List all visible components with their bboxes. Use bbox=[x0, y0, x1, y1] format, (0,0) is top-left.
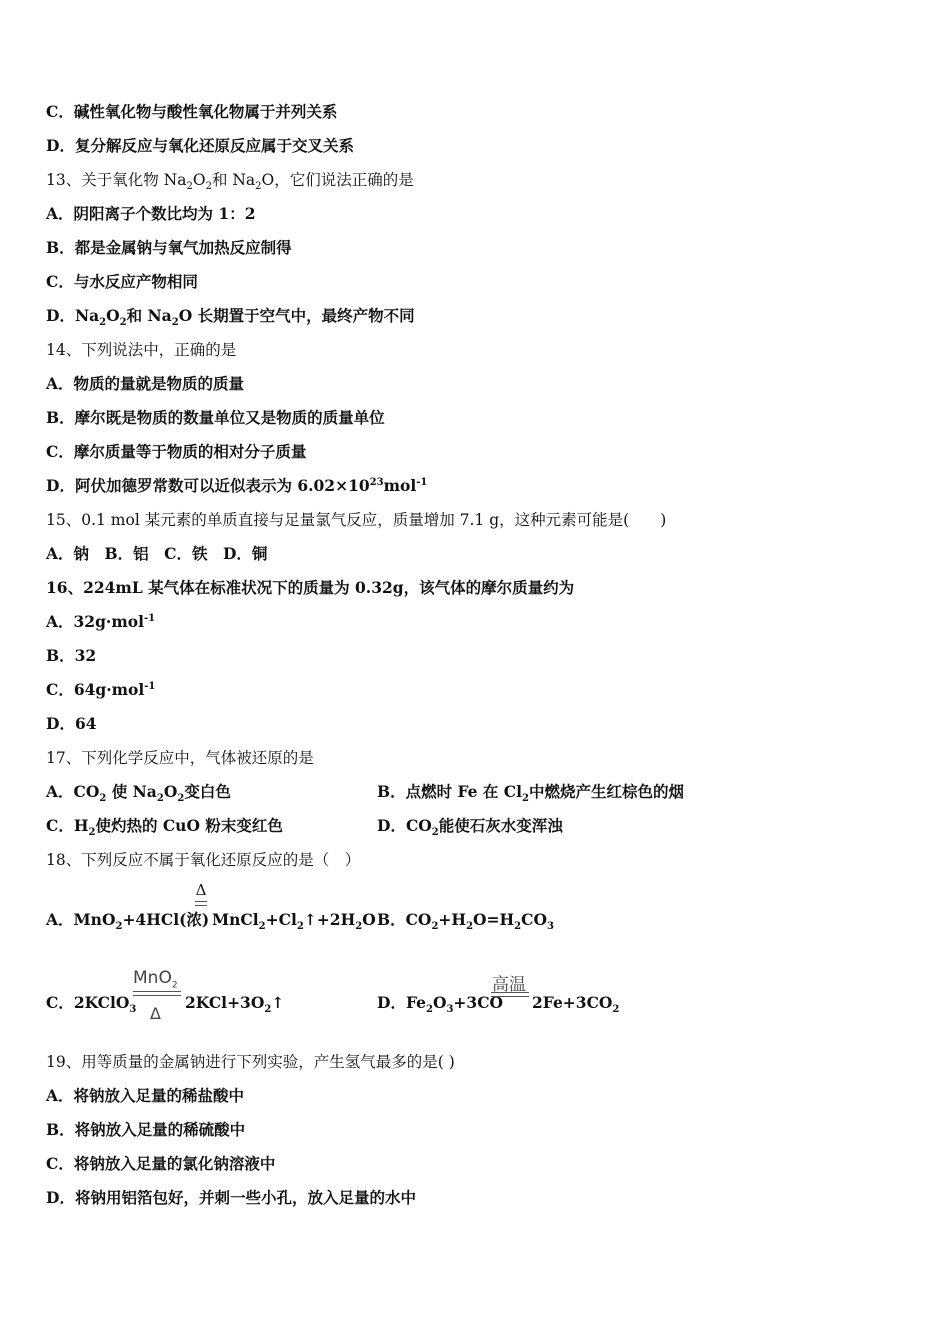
q15-stem: 15、0.1 mol 某元素的单质直接与足量氯气反应，质量增加 7.1 g，这种元素可能是( ) bbox=[46, 511, 667, 529]
q18-option-d-right: $2Fe+3CO_2$ bbox=[532, 993, 620, 1016]
q18-stem: 18、下列反应不属于氧化还原反应的是（ ） bbox=[46, 851, 361, 869]
q19-option-c: C．将钠放入足量的氯化钠溶液中 bbox=[46, 1154, 276, 1173]
q19-option-b: B．将钠放入足量的稀硫酸中 bbox=[46, 1120, 246, 1139]
q13-option-a: A．阴阳离子个数比均为 1：2 bbox=[46, 204, 256, 223]
q18-c-catalyst: MnO$_2$ bbox=[133, 968, 178, 991]
q18-option-c-left: C．2KClO$_3$ bbox=[46, 993, 137, 1016]
q13-option-b: B．都是金属钠与氧气加热反应制得 bbox=[46, 238, 292, 257]
q17-option-a: A．$CO_2$ 使 $Na_2O_2$变白色 bbox=[46, 782, 231, 805]
q16-option-a: A．32g·mol$^{-1}$ bbox=[46, 612, 156, 631]
q18-d-equals bbox=[491, 992, 529, 997]
q17-option-d: D．$CO_2$能使石灰水变浑浊 bbox=[377, 816, 563, 839]
q16-option-d: D．64 bbox=[46, 714, 97, 733]
q19-option-d: D．将钠用铝箔包好，并刺一些小孔，放入足量的水中 bbox=[46, 1188, 416, 1207]
q18-option-c-right: $2KCl+3O_2↑$ bbox=[185, 993, 285, 1016]
q14-option-d: D．阿伏加德罗常数可以近似表示为 $6.02\times 10^{23}mol^{-1}$ bbox=[46, 476, 428, 495]
q18-option-a-right: $MnCl_2+Cl_2↑+2H_2O$ bbox=[212, 910, 376, 933]
q13-stem: 13、关于氧化物 $Na_2O_2$和 $Na_2O$，它们说法正确的是 bbox=[46, 171, 414, 193]
q16-stem: 16、224mL 某气体在标准状况下的质量为 0.32g，该气体的摩尔质量约为 bbox=[46, 578, 575, 597]
q12-option-d: D．复分解反应与氧化还原反应属于交叉关系 bbox=[46, 136, 354, 155]
q18-option-a-left: A．MnO$_2$+4HCl(浓) bbox=[46, 910, 210, 933]
q18-option-b: B．$CO_2+H_2O=H_2CO_3$ bbox=[377, 910, 554, 933]
q16-option-b: B．32 bbox=[46, 646, 97, 665]
q14-option-c: C．摩尔质量等于物质的相对分子质量 bbox=[46, 442, 307, 461]
q18-a-equals bbox=[195, 901, 207, 906]
q18-a-condition: Δ bbox=[195, 881, 207, 899]
q19-option-a: A．将钠放入足量的稀盐酸中 bbox=[46, 1086, 245, 1105]
q14-option-b: B．摩尔既是物质的数量单位又是物质的质量单位 bbox=[46, 408, 385, 427]
q19-stem: 19、用等质量的金属钠进行下列实验，产生氢气最多的是( ) bbox=[46, 1053, 455, 1071]
q18-option-d-left: D．$Fe_2O_3+3CO$ bbox=[377, 993, 504, 1016]
q17-option-c: C．$H_2$使灼热的 CuO 粉末变红色 bbox=[46, 816, 283, 839]
q15-options: A．钠 B．铝 C．铁 D．铜 bbox=[46, 544, 268, 563]
q13-option-c: C．与水反应产物相同 bbox=[46, 272, 198, 291]
q16-option-c: C．64g·mol$^{-1}$ bbox=[46, 680, 156, 699]
q14-option-a: A．物质的量就是物质的质量 bbox=[46, 374, 245, 393]
q18-c-heat: Δ bbox=[150, 1004, 161, 1023]
q14-stem: 14、下列说法中，正确的是 bbox=[46, 341, 237, 359]
q17-stem: 17、下列化学反应中，气体被还原的是 bbox=[46, 749, 314, 767]
q13-option-d: D．$Na_2O_2$和 $Na_2O$ 长期置于空气中，最终产物不同 bbox=[46, 306, 415, 329]
q12-option-c: C．碱性氧化物与酸性氧化物属于并列关系 bbox=[46, 102, 338, 121]
q17-option-b: B．点燃时 Fe 在 $Cl_2$中燃烧产生红棕色的烟 bbox=[377, 782, 685, 805]
q18-c-equals bbox=[133, 991, 181, 996]
q18-d-condition: 高温 bbox=[492, 975, 526, 995]
